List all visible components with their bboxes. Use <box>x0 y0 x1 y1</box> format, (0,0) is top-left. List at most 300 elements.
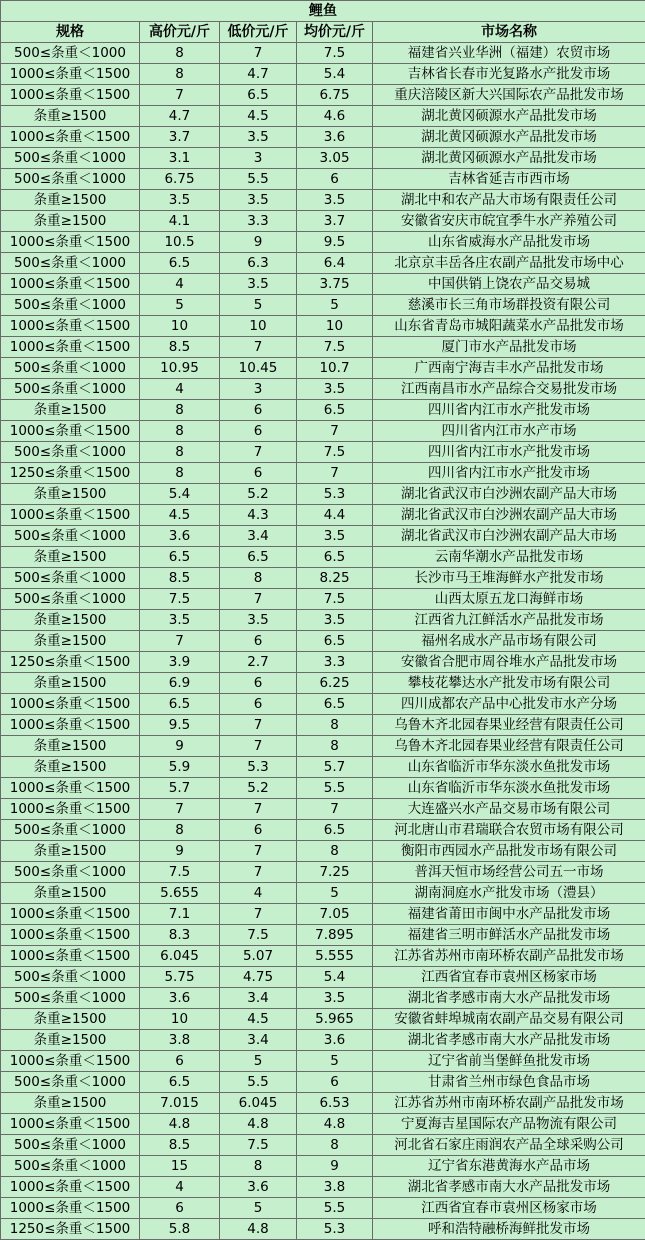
low-price-cell: 4 <box>220 883 297 904</box>
high-price-cell: 6.75 <box>140 169 220 190</box>
avg-price-cell: 6.5 <box>297 631 373 652</box>
low-price-cell: 5.07 <box>220 946 297 967</box>
avg-price-cell: 8 <box>297 1135 373 1156</box>
avg-price-cell: 5.4 <box>297 967 373 988</box>
market-name-cell: 江西省九江鲜活水产品批发市场 <box>373 610 645 631</box>
spec-cell: 500≤条重＜1000 <box>1 862 140 883</box>
high-price-cell: 8 <box>140 64 220 85</box>
high-price-cell: 5.655 <box>140 883 220 904</box>
high-price-cell: 5.9 <box>140 757 220 778</box>
low-price-cell: 3.5 <box>220 127 297 148</box>
header-market-name: 市场名称 <box>373 22 645 43</box>
high-price-cell: 4 <box>140 379 220 400</box>
table-row <box>1 1219 645 1240</box>
low-price-cell: 4.7 <box>220 64 297 85</box>
high-price-cell: 7 <box>140 631 220 652</box>
spec-cell: 1000≤条重＜1500 <box>1 946 140 967</box>
low-price-cell: 7 <box>220 43 297 64</box>
spec-cell: 1000≤条重＜1500 <box>1 904 140 925</box>
market-name-cell: 中国供销上饶农产品交易城 <box>373 274 645 295</box>
low-price-cell: 7.5 <box>220 925 297 946</box>
market-name-cell: 吉林省延吉市西市场 <box>373 169 645 190</box>
low-price-cell: 6.5 <box>220 547 297 568</box>
market-name-cell: 辽宁省前当堡鲜鱼批发市场 <box>373 1051 645 1072</box>
avg-price-cell: 7 <box>297 799 373 820</box>
table-row <box>1 106 645 127</box>
low-price-cell: 6 <box>220 463 297 484</box>
market-name-cell: 山东省临沂市华东淡水鱼批发市场 <box>373 778 645 799</box>
avg-price-cell: 3.5 <box>297 379 373 400</box>
market-name-cell: 江西省宜春市袁州区杨家市场 <box>373 1198 645 1219</box>
low-price-cell: 7.5 <box>220 1135 297 1156</box>
high-price-cell: 8.5 <box>140 337 220 358</box>
table-row <box>1 421 645 442</box>
high-price-cell: 7 <box>140 85 220 106</box>
table-row <box>1 358 645 379</box>
market-name-cell: 河北省石家庄雨润农产品全球采购公司 <box>373 1135 645 1156</box>
low-price-cell: 7 <box>220 841 297 862</box>
spec-cell: 1250≤条重＜1500 <box>1 652 140 673</box>
low-price-cell: 4.5 <box>220 106 297 127</box>
spec-cell: 条重≥1500 <box>1 841 140 862</box>
market-name-cell: 四川省内江市水产市场 <box>373 421 645 442</box>
avg-price-cell: 5.4 <box>297 64 373 85</box>
high-price-cell: 4.8 <box>140 1114 220 1135</box>
table-row <box>1 883 645 904</box>
avg-price-cell: 9 <box>297 1156 373 1177</box>
avg-price-cell: 3.5 <box>297 526 373 547</box>
table-row <box>1 442 645 463</box>
table-row <box>1 43 645 64</box>
low-price-cell: 6 <box>220 421 297 442</box>
table-row <box>1 400 645 421</box>
avg-price-cell: 7 <box>297 463 373 484</box>
table-row <box>1 631 645 652</box>
spec-cell: 500≤条重＜1000 <box>1 148 140 169</box>
spec-cell: 1000≤条重＜1500 <box>1 694 140 715</box>
spec-cell: 500≤条重＜1000 <box>1 526 140 547</box>
low-price-cell: 5.5 <box>220 169 297 190</box>
low-price-cell: 3.5 <box>220 610 297 631</box>
avg-price-cell: 6.5 <box>297 547 373 568</box>
market-name-cell: 安徽省合肥市周谷堆水产品批发市场 <box>373 652 645 673</box>
spec-cell: 500≤条重＜1000 <box>1 169 140 190</box>
spec-cell: 500≤条重＜1000 <box>1 1135 140 1156</box>
avg-price-cell: 4.8 <box>297 1114 373 1135</box>
table-row <box>1 505 645 526</box>
table-row <box>1 526 645 547</box>
market-name-cell: 湖北中和农产品大市场有限责任公司 <box>373 190 645 211</box>
table-row <box>1 253 645 274</box>
market-name-cell: 攀枝花攀达水产批发市场有限公司 <box>373 673 645 694</box>
low-price-cell: 5.5 <box>220 1072 297 1093</box>
high-price-cell: 7.1 <box>140 904 220 925</box>
table-row <box>1 316 645 337</box>
high-price-cell: 7.5 <box>140 862 220 883</box>
avg-price-cell: 6 <box>297 169 373 190</box>
low-price-cell: 6 <box>220 631 297 652</box>
spec-cell: 1000≤条重＜1500 <box>1 1114 140 1135</box>
spec-cell: 1000≤条重＜1500 <box>1 85 140 106</box>
table-row <box>1 673 645 694</box>
high-price-cell: 8 <box>140 820 220 841</box>
avg-price-cell: 7.5 <box>297 442 373 463</box>
spec-cell: 1250≤条重＜1500 <box>1 463 140 484</box>
market-name-cell: 辽宁省东港黄海水产品市场 <box>373 1156 645 1177</box>
spec-cell: 500≤条重＜1000 <box>1 43 140 64</box>
low-price-cell: 6.3 <box>220 253 297 274</box>
table-row <box>1 169 645 190</box>
low-price-cell: 6 <box>220 400 297 421</box>
low-price-cell: 3 <box>220 148 297 169</box>
spec-cell: 条重≥1500 <box>1 547 140 568</box>
low-price-cell: 5 <box>220 295 297 316</box>
header-avg-price: 均价元/斤 <box>297 22 373 43</box>
avg-price-cell: 3.8 <box>297 1177 373 1198</box>
spec-cell: 1000≤条重＜1500 <box>1 778 140 799</box>
market-name-cell: 甘肃省兰州市绿色食品市场 <box>373 1072 645 1093</box>
high-price-cell: 6 <box>140 1051 220 1072</box>
high-price-cell: 5.8 <box>140 1219 220 1240</box>
header-low-price: 低价元/斤 <box>220 22 297 43</box>
market-name-cell: 衡阳市西园水产品批发市场有限公司 <box>373 841 645 862</box>
table-row <box>1 1135 645 1156</box>
table-row <box>1 1114 645 1135</box>
avg-price-cell: 8.25 <box>297 568 373 589</box>
high-price-cell: 10.5 <box>140 232 220 253</box>
high-price-cell: 10 <box>140 316 220 337</box>
table-row <box>1 85 645 106</box>
spec-cell: 500≤条重＜1000 <box>1 253 140 274</box>
low-price-cell: 4.5 <box>220 1009 297 1030</box>
table-row <box>1 967 645 988</box>
high-price-cell: 10.95 <box>140 358 220 379</box>
table-row <box>1 211 645 232</box>
avg-price-cell: 6.4 <box>297 253 373 274</box>
low-price-cell: 4.8 <box>220 1219 297 1240</box>
spec-cell: 1000≤条重＜1500 <box>1 64 140 85</box>
spec-cell: 条重≥1500 <box>1 610 140 631</box>
high-price-cell: 6.5 <box>140 253 220 274</box>
high-price-cell: 6.9 <box>140 673 220 694</box>
table-row <box>1 778 645 799</box>
table-row <box>1 547 645 568</box>
spec-cell: 条重≥1500 <box>1 190 140 211</box>
high-price-cell: 6.5 <box>140 1072 220 1093</box>
low-price-cell: 5.2 <box>220 484 297 505</box>
market-name-cell: 湖南洞庭水产批发市场（澧县） <box>373 883 645 904</box>
table-row <box>1 736 645 757</box>
high-price-cell: 4.7 <box>140 106 220 127</box>
avg-price-cell: 3.05 <box>297 148 373 169</box>
table-row <box>1 379 645 400</box>
high-price-cell: 5.7 <box>140 778 220 799</box>
avg-price-cell: 5 <box>297 883 373 904</box>
market-name-cell: 湖北省孝感市南大水产品批发市场 <box>373 1177 645 1198</box>
spec-cell: 500≤条重＜1000 <box>1 820 140 841</box>
table-row <box>1 715 645 736</box>
market-name-cell: 湖北省武汉市白沙洲农副产品大市场 <box>373 484 645 505</box>
market-name-cell: 湖北黄冈硕源水产品批发市场 <box>373 106 645 127</box>
avg-price-cell: 4.6 <box>297 106 373 127</box>
table-row <box>1 1072 645 1093</box>
market-name-cell: 山东省青岛市城阳蔬菜水产品批发市场 <box>373 316 645 337</box>
market-name-cell: 吉林省长春市光复路水产批发市场 <box>373 64 645 85</box>
high-price-cell: 5.75 <box>140 967 220 988</box>
spec-cell: 条重≥1500 <box>1 1030 140 1051</box>
spec-cell: 500≤条重＜1000 <box>1 967 140 988</box>
high-price-cell: 10 <box>140 1009 220 1030</box>
market-name-cell: 四川省内江市水产批发市场 <box>373 463 645 484</box>
avg-price-cell: 6.5 <box>297 400 373 421</box>
avg-price-cell: 5 <box>297 1051 373 1072</box>
table-row <box>1 484 645 505</box>
table-row <box>1 1030 645 1051</box>
market-name-cell: 江西南昌市水产品综合交易批发市场 <box>373 379 645 400</box>
market-name-cell: 湖北省武汉市白沙洲农副产品大市场 <box>373 505 645 526</box>
low-price-cell: 7 <box>220 715 297 736</box>
avg-price-cell: 5.5 <box>297 1198 373 1219</box>
avg-price-cell: 8 <box>297 841 373 862</box>
high-price-cell: 3.1 <box>140 148 220 169</box>
spec-cell: 条重≥1500 <box>1 106 140 127</box>
high-price-cell: 3.5 <box>140 190 220 211</box>
table-row <box>1 589 645 610</box>
avg-price-cell: 7.5 <box>297 43 373 64</box>
low-price-cell: 3.3 <box>220 211 297 232</box>
avg-price-cell: 3.5 <box>297 988 373 1009</box>
spec-cell: 1000≤条重＜1500 <box>1 505 140 526</box>
spec-cell: 条重≥1500 <box>1 883 140 904</box>
table-row <box>1 568 645 589</box>
table-row <box>1 127 645 148</box>
high-price-cell: 3.6 <box>140 526 220 547</box>
market-name-cell: 湖北省孝感市南大水产品批发市场 <box>373 1030 645 1051</box>
high-price-cell: 3.9 <box>140 652 220 673</box>
spec-cell: 1000≤条重＜1500 <box>1 1177 140 1198</box>
spec-cell: 1000≤条重＜1500 <box>1 715 140 736</box>
high-price-cell: 8.3 <box>140 925 220 946</box>
avg-price-cell: 7.895 <box>297 925 373 946</box>
high-price-cell: 4 <box>140 1177 220 1198</box>
table-row <box>1 337 645 358</box>
spec-cell: 1000≤条重＜1500 <box>1 316 140 337</box>
table-row <box>1 925 645 946</box>
low-price-cell: 6 <box>220 673 297 694</box>
low-price-cell: 7 <box>220 337 297 358</box>
table-row <box>1 274 645 295</box>
avg-price-cell: 3.75 <box>297 274 373 295</box>
market-name-cell: 湖北省孝感市南大水产品批发市场 <box>373 988 645 1009</box>
avg-price-cell: 6.75 <box>297 85 373 106</box>
market-name-cell: 福建省兴业华洲（福建）农贸市场 <box>373 43 645 64</box>
market-name-cell: 乌鲁木齐北园春果业经营有限责任公司 <box>373 715 645 736</box>
spec-cell: 条重≥1500 <box>1 1009 140 1030</box>
spec-cell: 500≤条重＜1000 <box>1 295 140 316</box>
high-price-cell: 3.8 <box>140 1030 220 1051</box>
table-row <box>1 232 645 253</box>
high-price-cell: 6.045 <box>140 946 220 967</box>
header-row <box>1 22 645 43</box>
high-price-cell: 5.4 <box>140 484 220 505</box>
avg-price-cell: 5.5 <box>297 778 373 799</box>
spec-cell: 条重≥1500 <box>1 484 140 505</box>
market-name-cell: 大连盛兴水产品交易市场有限公司 <box>373 799 645 820</box>
high-price-cell: 4.1 <box>140 211 220 232</box>
table-row <box>1 1177 645 1198</box>
market-name-cell: 四川成都农产品中心批发市水产分场 <box>373 694 645 715</box>
high-price-cell: 8 <box>140 421 220 442</box>
spec-cell: 500≤条重＜1000 <box>1 1156 140 1177</box>
spec-cell: 1000≤条重＜1500 <box>1 1198 140 1219</box>
spec-cell: 1000≤条重＜1500 <box>1 127 140 148</box>
high-price-cell: 6 <box>140 1198 220 1219</box>
low-price-cell: 7 <box>220 589 297 610</box>
avg-price-cell: 6 <box>297 1072 373 1093</box>
avg-price-cell: 5.3 <box>297 1219 373 1240</box>
high-price-cell: 8 <box>140 43 220 64</box>
low-price-cell: 5.2 <box>220 778 297 799</box>
spec-cell: 条重≥1500 <box>1 211 140 232</box>
market-name-cell: 四川省内江市水产批发市场 <box>373 442 645 463</box>
spec-cell: 1000≤条重＜1500 <box>1 799 140 820</box>
avg-price-cell: 3.5 <box>297 610 373 631</box>
avg-price-cell: 10.7 <box>297 358 373 379</box>
market-name-cell: 云南华潮水产品批发市场 <box>373 547 645 568</box>
spec-cell: 500≤条重＜1000 <box>1 442 140 463</box>
title-row <box>1 1 645 22</box>
avg-price-cell: 5.7 <box>297 757 373 778</box>
avg-price-cell: 7.25 <box>297 862 373 883</box>
low-price-cell: 10 <box>220 316 297 337</box>
avg-price-cell: 10 <box>297 316 373 337</box>
avg-price-cell: 3.7 <box>297 211 373 232</box>
high-price-cell: 3.5 <box>140 610 220 631</box>
spec-cell: 500≤条重＜1000 <box>1 379 140 400</box>
avg-price-cell: 7.5 <box>297 337 373 358</box>
high-price-cell: 8.5 <box>140 1135 220 1156</box>
spec-cell: 1000≤条重＜1500 <box>1 1051 140 1072</box>
low-price-cell: 3.6 <box>220 1177 297 1198</box>
low-price-cell: 3.4 <box>220 526 297 547</box>
low-price-cell: 7 <box>220 442 297 463</box>
high-price-cell: 6.5 <box>140 547 220 568</box>
market-name-cell: 乌鲁木齐北园春果业经营有限责任公司 <box>373 736 645 757</box>
market-name-cell: 普洱天恒市场经营公司五一市场 <box>373 862 645 883</box>
market-name-cell: 江西省宜春市袁州区杨家市场 <box>373 967 645 988</box>
table-row <box>1 463 645 484</box>
market-name-cell: 重庆涪陵区新大兴国际农产品批发市场 <box>373 85 645 106</box>
high-price-cell: 5 <box>140 295 220 316</box>
high-price-cell: 8 <box>140 400 220 421</box>
table-row <box>1 1198 645 1219</box>
spec-cell: 1000≤条重＜1500 <box>1 925 140 946</box>
spec-cell: 1000≤条重＜1500 <box>1 421 140 442</box>
table-row <box>1 862 645 883</box>
table-row <box>1 148 645 169</box>
low-price-cell: 9 <box>220 232 297 253</box>
table-row <box>1 904 645 925</box>
spec-cell: 1000≤条重＜1500 <box>1 232 140 253</box>
table-row <box>1 799 645 820</box>
market-name-cell: 江苏省苏州市南环桥农副产品批发市场 <box>373 1093 645 1114</box>
market-name-cell: 福州名成水产品市场有限公司 <box>373 631 645 652</box>
avg-price-cell: 5.3 <box>297 484 373 505</box>
spec-cell: 500≤条重＜1000 <box>1 1072 140 1093</box>
spec-cell: 条重≥1500 <box>1 673 140 694</box>
avg-price-cell: 5.555 <box>297 946 373 967</box>
table-row <box>1 610 645 631</box>
avg-price-cell: 6.5 <box>297 694 373 715</box>
spec-cell: 条重≥1500 <box>1 400 140 421</box>
market-name-cell: 安徽省蚌埠城南农副产品交易有限公司 <box>373 1009 645 1030</box>
avg-price-cell: 6.53 <box>297 1093 373 1114</box>
spec-cell: 1000≤条重＜1500 <box>1 337 140 358</box>
high-price-cell: 8.5 <box>140 568 220 589</box>
low-price-cell: 6.045 <box>220 1093 297 1114</box>
low-price-cell: 4.8 <box>220 1114 297 1135</box>
low-price-cell: 6.5 <box>220 85 297 106</box>
high-price-cell: 7.015 <box>140 1093 220 1114</box>
low-price-cell: 8 <box>220 1156 297 1177</box>
spec-cell: 500≤条重＜1000 <box>1 568 140 589</box>
spec-cell: 500≤条重＜1000 <box>1 358 140 379</box>
avg-price-cell: 5.965 <box>297 1009 373 1030</box>
high-price-cell: 3.7 <box>140 127 220 148</box>
high-price-cell: 4 <box>140 274 220 295</box>
table-row <box>1 1093 645 1114</box>
table-row <box>1 988 645 1009</box>
low-price-cell: 5.3 <box>220 757 297 778</box>
low-price-cell: 6 <box>220 820 297 841</box>
low-price-cell: 7 <box>220 904 297 925</box>
avg-price-cell: 8 <box>297 736 373 757</box>
spec-cell: 条重≥1500 <box>1 736 140 757</box>
low-price-cell: 6 <box>220 694 297 715</box>
table-row <box>1 1156 645 1177</box>
high-price-cell: 4.5 <box>140 505 220 526</box>
high-price-cell: 9.5 <box>140 715 220 736</box>
high-price-cell: 7.5 <box>140 589 220 610</box>
low-price-cell: 5 <box>220 1051 297 1072</box>
table-row <box>1 841 645 862</box>
avg-price-cell: 3.3 <box>297 652 373 673</box>
low-price-cell: 4.3 <box>220 505 297 526</box>
market-name-cell: 宁夏海吉星国际农产品物流有限公司 <box>373 1114 645 1135</box>
market-name-cell: 慈溪市长三角市场群投资有限公司 <box>373 295 645 316</box>
table-row <box>1 1051 645 1072</box>
avg-price-cell: 7.5 <box>297 589 373 610</box>
market-name-cell: 山西太原五龙口海鲜市场 <box>373 589 645 610</box>
avg-price-cell: 3.6 <box>297 127 373 148</box>
table-row <box>1 652 645 673</box>
low-price-cell: 7 <box>220 799 297 820</box>
high-price-cell: 15 <box>140 1156 220 1177</box>
avg-price-cell: 7.05 <box>297 904 373 925</box>
table-row <box>1 64 645 85</box>
low-price-cell: 5 <box>220 1198 297 1219</box>
high-price-cell: 3.6 <box>140 988 220 1009</box>
market-name-cell: 山东省威海水产品批发市场 <box>373 232 645 253</box>
low-price-cell: 3.5 <box>220 190 297 211</box>
spec-cell: 500≤条重＜1000 <box>1 988 140 1009</box>
low-price-cell: 3.4 <box>220 988 297 1009</box>
market-name-cell: 湖北黄冈硕源水产品批发市场 <box>373 148 645 169</box>
low-price-cell: 4.75 <box>220 967 297 988</box>
table-row <box>1 820 645 841</box>
low-price-cell: 7 <box>220 736 297 757</box>
market-name-cell: 福建省莆田市闽中水产品批发市场 <box>373 904 645 925</box>
